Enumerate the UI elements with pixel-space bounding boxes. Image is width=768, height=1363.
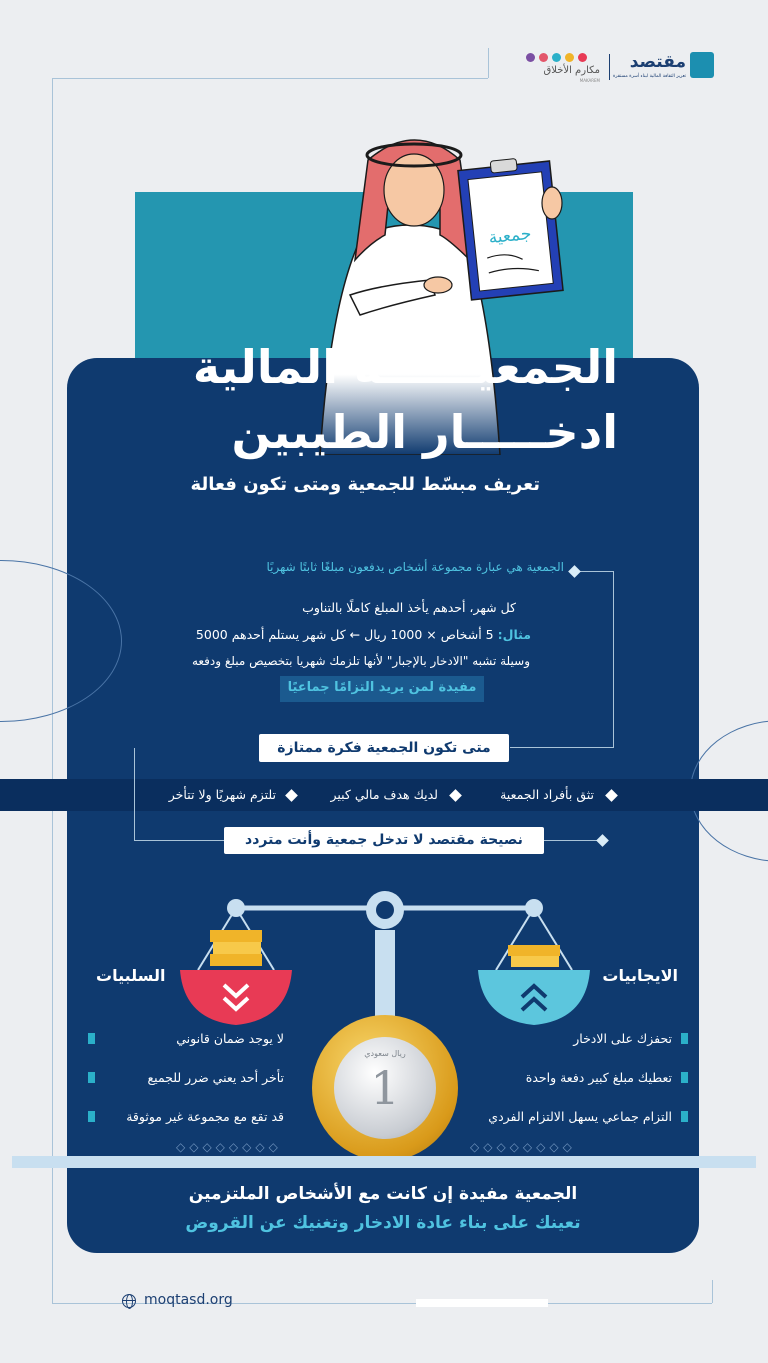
logo-right xyxy=(612,50,718,84)
coin-text: ريال سعودي xyxy=(364,1049,406,1058)
example-label: مثال: xyxy=(497,627,531,642)
footer-bar xyxy=(416,1299,548,1307)
definition-intro: الجمعية هي عبارة مجموعة أشخاص يدفعون مبلغًا ثابتًا شهريًا xyxy=(266,560,564,574)
clipboard-word: جمعية xyxy=(487,223,533,249)
cons-bullet-3 xyxy=(88,1111,95,1122)
pros-bullet-2 xyxy=(681,1072,688,1083)
when-heading: متى تكون الجمعية فكرة ممتازة xyxy=(259,734,509,762)
coin-number: 1 xyxy=(370,1061,400,1115)
criteria-item-3: تلتزم شهريًا ولا تتأخر xyxy=(168,787,276,802)
conclusion-line1: الجمعية مفيدة إن كانت مع الأشخاص الملتزمين xyxy=(188,1184,578,1204)
pattern-decor-right: ◇◇◇◇◇◇◇◇ xyxy=(470,1140,576,1154)
definition-highlight: مفيدة لمن يريد التزامًا جماعيًا xyxy=(287,680,477,695)
logo-divider xyxy=(609,54,610,80)
pros-title: الايجابيات xyxy=(602,966,678,985)
cons-title: السلبيات xyxy=(96,966,166,985)
connector-line-2 xyxy=(613,571,614,748)
cons-item-1: لا يوجد ضمان قانوني xyxy=(176,1031,284,1046)
pros-item-1: تحفزك على الادخار xyxy=(573,1031,672,1046)
cons-bullet-2 xyxy=(88,1072,95,1083)
coin xyxy=(312,1015,458,1161)
pros-item-3: التزام جماعي يسهل الالتزام الفردي xyxy=(488,1109,672,1124)
cons-item-3: قد تقع مع مجموعة غير موثوقة xyxy=(126,1109,284,1124)
logo-left xyxy=(524,50,604,84)
conclusion-line2: تعينك على بناء عادة الادخار وتغنيك عن القروض xyxy=(185,1213,581,1233)
definition-example xyxy=(196,627,531,642)
logo-left-name: مكارم الأخلاق xyxy=(543,65,600,76)
globe-icon xyxy=(122,1294,136,1308)
advice-connector-h2 xyxy=(544,840,602,841)
logo-right-name: مقتصد xyxy=(629,52,686,72)
advice-connector-v xyxy=(134,748,135,841)
advice-connector-h xyxy=(134,840,224,841)
frame-outline-right xyxy=(712,1280,713,1303)
page-subtitle: تعريف مبسّط للجمعية ومتى تكون فعالة xyxy=(190,474,540,495)
frame-outline-tick xyxy=(488,48,489,78)
cons-bullet-1 xyxy=(88,1033,95,1044)
logo-mark-icon xyxy=(690,52,714,78)
criteria-item-1: تثق بأفراد الجمعية xyxy=(500,787,594,802)
definition-line3: وسيلة تشبه "الادخار بالإجبار" لأنها تلزمك شهريا بتخصيص مبلغ ودفعه xyxy=(191,654,530,668)
website-link[interactable]: moqtasd.org xyxy=(144,1292,233,1308)
dots-icon xyxy=(526,52,598,64)
pattern-band xyxy=(12,1156,756,1168)
example-text: 5 أشخاص × 1000 ريال ← كل شهر يستلم أحدهم 5000 xyxy=(195,627,494,642)
pros-bullet-3 xyxy=(681,1111,688,1122)
frame-outline-top xyxy=(52,78,488,79)
connector-line-1 xyxy=(576,571,614,572)
cons-item-2: تأخر أحد يعني ضرر للجميع xyxy=(147,1070,284,1085)
definition-line1: كل شهر، أحدهم يأخذ المبلغ كاملًا بالتناوب xyxy=(302,600,516,615)
pros-bullet-1 xyxy=(681,1033,688,1044)
pros-item-2: تعطيك مبلغ كبير دفعة واحدة xyxy=(525,1070,672,1085)
page-title-line2: ادخـــــار الطيبين xyxy=(231,405,618,459)
page-title-line1: الجمعيــــــة المالية xyxy=(192,340,618,394)
logo-left-sub: MAKAREM xyxy=(579,78,600,83)
connector-line-3 xyxy=(510,747,614,748)
pattern-decor-left: ◇◇◇◇◇◇◇◇ xyxy=(176,1140,282,1154)
logo-right-sub: تعزيز الثقافة المالية لبناء أسرة مستقرة xyxy=(612,74,686,79)
criteria-item-2: لديك هدف مالي كبير xyxy=(330,787,438,802)
advice-heading: نصيحة مقتصد لا تدخل جمعية وأنت متردد xyxy=(224,827,544,854)
